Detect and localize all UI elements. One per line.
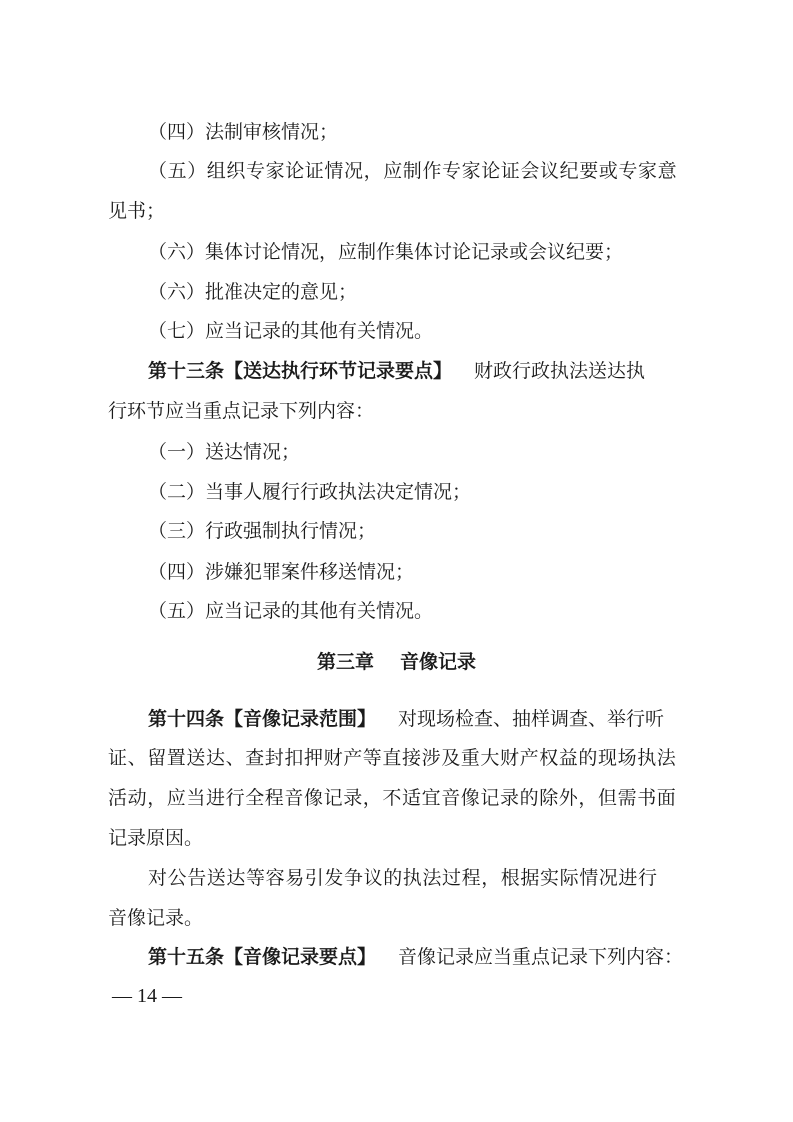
article-15-text: 音像记录应当重点记录下列内容： [398,946,684,968]
article-13-heading: 第十三条【送达执行环节记录要点】 [148,360,453,382]
article-14-paragraph-2: 对公告送达等容易引发争议的执法过程，根据实际情况进行 [148,867,658,889]
article-14-heading: 第十四条【音像记录范围】 [148,708,377,730]
list-item: （二）当事人履行行政执法决定情况； [148,481,472,503]
article-13-paragraph [148,359,645,383]
list-item: （五）组织专家论证情况，应制作专家论证会议纪要或专家意 [148,160,678,182]
page-number: — 14 — [112,985,182,1007]
list-item: （五）应当记录的其他有关情况。 [148,600,434,622]
list-item: （六）批准决定的意见； [148,281,358,303]
article-14-text-line: 活动，应当进行全程音像记录，不适宜音像记录的除外，但需书面 [108,787,677,809]
list-item: （四）法制审核情况； [148,121,339,143]
list-item-continuation: 见书； [108,200,166,222]
list-item: （六）集体讨论情况，应制作集体讨论记录或会议纪要； [148,241,624,263]
chapter-title: 音像记录 [400,651,477,673]
list-item: （三）行政强制执行情况； [148,520,377,542]
chapter-heading [0,650,793,674]
article-15-heading: 第十五条【音像记录要点】 [148,946,377,968]
article-14-paragraph [148,707,664,731]
list-item: （一）送达情况； [148,441,301,463]
list-item: （四）涉嫌犯罪案件移送情况； [148,561,415,583]
article-14-paragraph-2-continuation: 音像记录。 [108,907,204,929]
article-13-text-continuation: 行环节应当重点记录下列内容： [108,400,375,422]
article-15-paragraph [148,945,683,969]
chapter-number: 第三章 [316,651,374,673]
article-14-text-line: 证、留置送达、查封扣押财产等直接涉及重大财产权益的现场执法 [108,747,677,769]
list-item: （七）应当记录的其他有关情况。 [148,320,434,342]
article-13-text: 财政行政执法送达执 [474,360,646,382]
article-14-text: 对现场检查、抽样调查、举行听 [398,708,665,730]
article-14-text-line: 记录原因。 [108,827,204,849]
